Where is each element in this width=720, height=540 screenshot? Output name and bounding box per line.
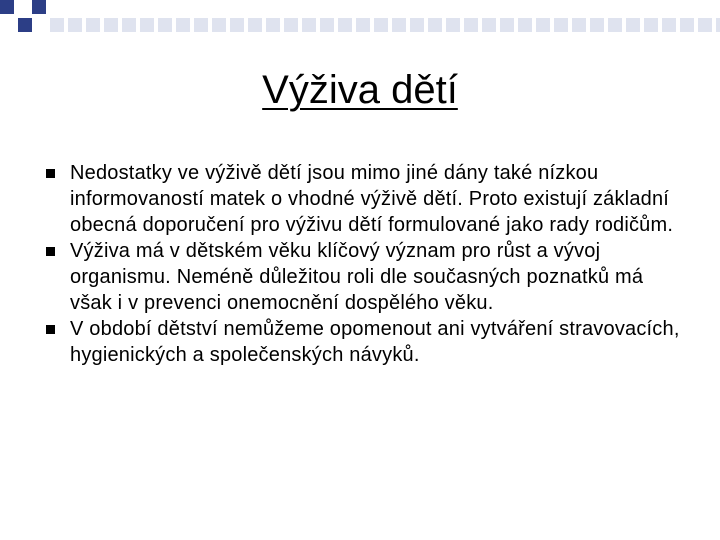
light-square [464, 18, 478, 32]
light-square [68, 18, 82, 32]
light-square [194, 18, 208, 32]
light-square [716, 18, 720, 32]
light-square [590, 18, 604, 32]
light-square [500, 18, 514, 32]
light-square [446, 18, 460, 32]
bullet-item [46, 238, 686, 316]
light-square [626, 18, 640, 32]
decorative-squares-header [0, 0, 720, 50]
light-square [266, 18, 280, 32]
light-square [248, 18, 262, 32]
light-square [392, 18, 406, 32]
light-square [86, 18, 100, 32]
light-squares-row [50, 18, 720, 32]
light-square [410, 18, 424, 32]
light-square [356, 18, 370, 32]
bullet-text: Výživa má v dětském věku klíčový význam pro růst a vývoj organismu. Neméně důležitou roli dle současných poznatků má však i v prevenci onemocnění dospělého věku. [70, 240, 644, 314]
bullet-item [46, 316, 686, 368]
light-square [176, 18, 190, 32]
dark-squares [0, 0, 46, 32]
light-square [608, 18, 622, 32]
light-square [554, 18, 568, 32]
bullet-list [46, 160, 686, 368]
light-square [482, 18, 496, 32]
square-bullet-icon [46, 325, 55, 334]
square-bullet-icon [46, 169, 55, 178]
light-square [212, 18, 226, 32]
bullet-text: V období dětství nemůžeme opomenout ani vytváření stravovacích, hygienických a společenských návyků. [70, 318, 680, 366]
light-square [662, 18, 676, 32]
light-square [320, 18, 334, 32]
bullet-item [46, 160, 686, 238]
square-bullet-icon [46, 247, 55, 256]
light-square [572, 18, 586, 32]
light-square [104, 18, 118, 32]
bullet-text: Nedostatky ve výživě dětí jsou mimo jiné dány také nízkou informovaností matek o vhodné výživě dětí. Proto existují základní obecná doporučení pro výživu dětí formulované jako rady rodičům. [70, 162, 674, 236]
light-square [428, 18, 442, 32]
light-square [302, 18, 316, 32]
light-square [644, 18, 658, 32]
light-square [698, 18, 712, 32]
light-square [140, 18, 154, 32]
light-square [50, 18, 64, 32]
light-square [230, 18, 244, 32]
light-square [518, 18, 532, 32]
light-square [284, 18, 298, 32]
light-square [536, 18, 550, 32]
slide-title: Výživa dětí [262, 68, 458, 112]
light-square [158, 18, 172, 32]
light-square [338, 18, 352, 32]
light-square [680, 18, 694, 32]
light-square [122, 18, 136, 32]
light-square [374, 18, 388, 32]
